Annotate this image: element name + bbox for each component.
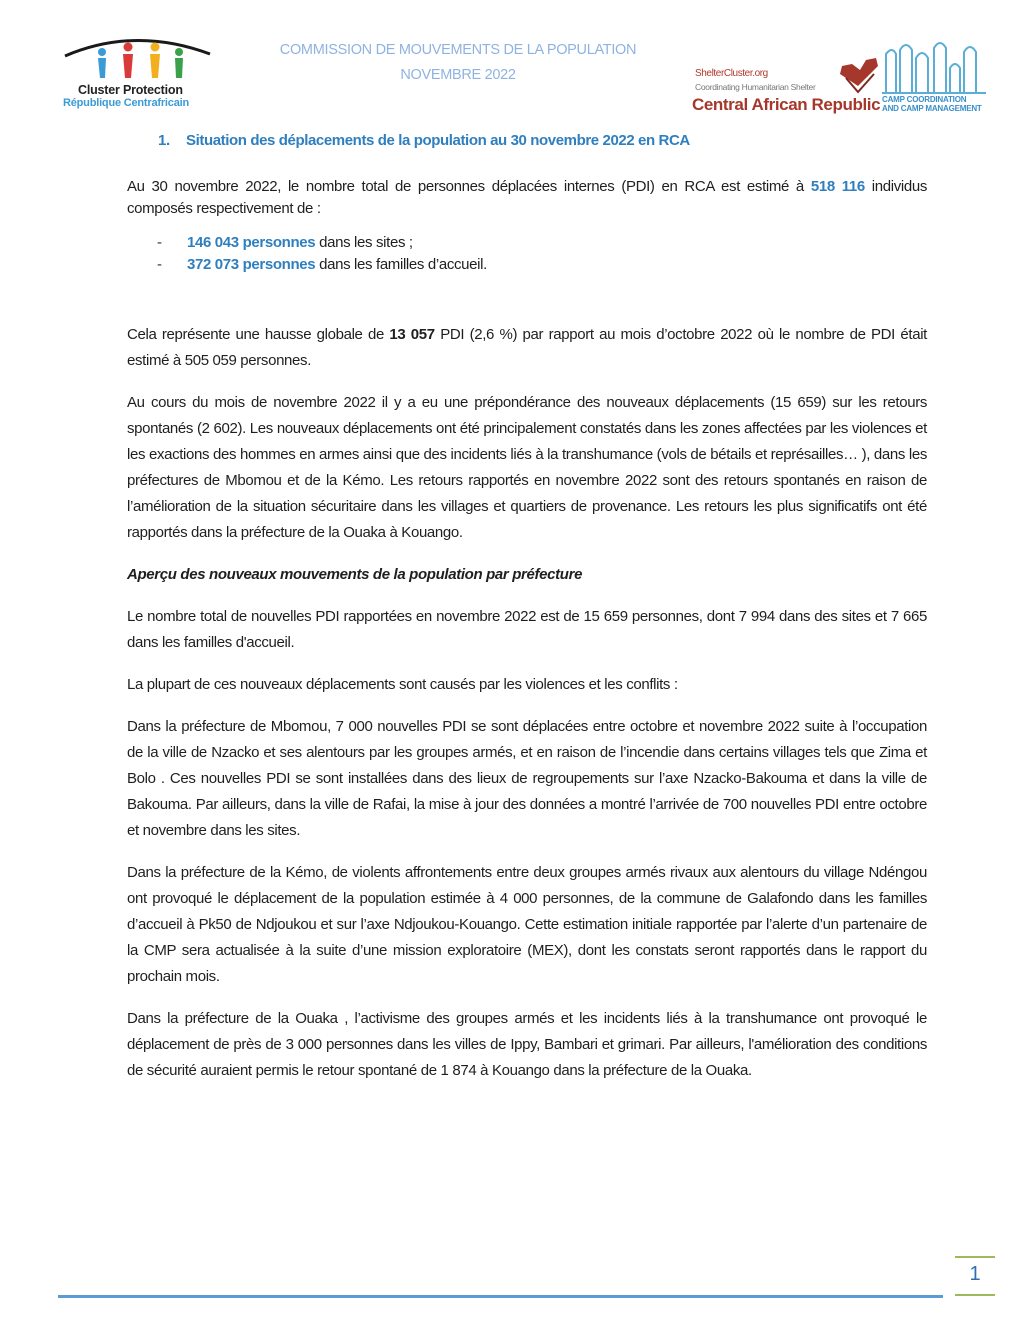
new-idp-total-paragraph: Le nombre total de nouvelles PDI rapportées en novembre 2022 est de 15 659 personnes, dont 7 994 dans des sites et 7 665 dans les familles d'accueil. xyxy=(127,608,927,651)
list-item: - 146 043 personnes dans les sites ; xyxy=(127,232,927,254)
movements-paragraph: Au cours du mois de novembre 2022 il y a eu une prépondérance des nouveaux déplacements (15 659) sur les retours spontanés (2 602). Les nouveaux déplacements ont été principalement constatés dans les zones affectées par les violences et les exactions des hommes en armes ainsi que des incidents liés à la transhumance (vols de bétails et représailles… ), dans les préfectures de Mbomou et de la Kémo. Les retours rapportés en novembre 2022 sont des retours spontanés en raison de l’amélioration de la situation sécuritaire dans les villages et quartiers de provenance. Les retours les plus significatifs ont été rapportés dans la préfecture de la Ouaka à Kouango. xyxy=(127,394,927,541)
shelter-cluster-tagline: Coordinating Humanitarian Shelter xyxy=(695,82,816,92)
page-number: 1 xyxy=(969,1263,981,1285)
cluster-protection-figures-icon xyxy=(60,34,215,84)
central-african-republic-label: Central African Republic xyxy=(692,95,881,114)
host-families-value: 372 073 personnes xyxy=(187,256,316,273)
section-heading xyxy=(158,128,927,154)
cccm-label: CAMP COORDINATION AND CAMP MANAGEMENT xyxy=(882,95,982,113)
header-title-line1: COMMISSION DE MOUVEMENTS DE LA POPULATION xyxy=(279,42,637,58)
cluster-protection-subtitle: République Centrafricain xyxy=(63,97,189,109)
cluster-protection-title: Cluster Protection xyxy=(78,83,183,97)
intro-paragraph: Au 30 novembre 2022, le nombre total de personnes déplacées internes (PDI) en RCA est estimé à 518 116 individus composés respectivement de : xyxy=(127,178,927,217)
causes-paragraph: La plupart de ces nouveaux déplacements sont causés par les violences et les conflits : xyxy=(127,676,678,693)
page-number-rule-top xyxy=(955,1256,995,1258)
shelter-cccm-logo xyxy=(690,40,990,120)
shelter-hands-icon xyxy=(838,56,880,96)
ouaka-paragraph: Dans la préfecture de la Ouaka , l’activisme des groupes armés et les incidents liés à la transhumance ont provoqué le déplacement de près de 3 000 personnes dans les villes de Ippy, Bambari et grimari. Par ailleurs, l'amélioration des conditions de sécurité auraient permis le retour spontané de 1 874 à Kouango dans la préfecture de la Ouaka. xyxy=(127,1010,927,1079)
page-number-rule-bottom xyxy=(955,1294,995,1296)
list-item: - 372 073 personnes dans les familles d’accueil. xyxy=(127,254,927,276)
kemo-paragraph: Dans la préfecture de la Kémo, de violents affrontements entre deux groupes armés rivaux aux alentours du village Ndéngou ont provoqué le déplacement de la population estimée à 4 000 personnes, de la commune de Galafondo dans les familles d’accueil à Pk50 de Ndjoukou et sur l’axe Ndjoukou-Kouango. Cette estimation initiale rapportée par l’alerte d’un partenaire de la CMP sera actualisée à la suite d’une mission exploratoire (MEX), dont les constats seront rapportés dans le rapport du prochain mois. xyxy=(127,864,927,985)
mbomou-paragraph: Dans la préfecture de Mbomou, 7 000 nouvelles PDI se sont déplacées entre octobre et novembre 2022 suite à l’occupation de la ville de Nzacko et ses alentours par les groupes armés, et en raison de l’incendie dans certains villages tels que Zima et Bolo . Ces nouvelles PDI se sont installées dans des lieux de regroupements sur l’axe Nzacko-Bakouma et dans la ville de Bakouma. Par ailleurs, dans la ville de Rafai, la mise à jour des données a montré l’arrivée de 700 nouvelles PDI entre octobre et novembre dans les sites. xyxy=(127,718,927,839)
cluster-protection-logo xyxy=(60,34,215,114)
shelter-cluster-url: ShelterCluster.org xyxy=(695,68,768,79)
document-body xyxy=(127,128,927,1100)
prefecture-overview-heading: Aperçu des nouveaux mouvements de la population par préfecture xyxy=(127,566,583,583)
increase-value: 13 057 xyxy=(389,326,435,343)
section-number: 1. xyxy=(158,132,170,149)
cccm-people-icon xyxy=(882,40,987,94)
footer-divider xyxy=(58,1295,943,1298)
increase-paragraph: Cela représente une hausse globale de 13 057 PDI (2,6 %) par rapport au mois d’octobre 2022 où le nombre de PDI était estimé à 505 059 personnes. xyxy=(127,326,927,369)
header-title-line2: NOVEMBRE 2022 xyxy=(400,67,516,83)
total-idp-value: 518 116 xyxy=(810,178,865,195)
sites-value: 146 043 personnes xyxy=(187,234,316,251)
dash-bullet: - xyxy=(157,256,162,273)
idp-breakdown-list xyxy=(127,232,927,276)
section-title: Situation des déplacements de la population au 30 novembre 2022 en RCA xyxy=(186,132,690,149)
document-header-title xyxy=(240,38,676,88)
dash-bullet: - xyxy=(157,234,162,251)
